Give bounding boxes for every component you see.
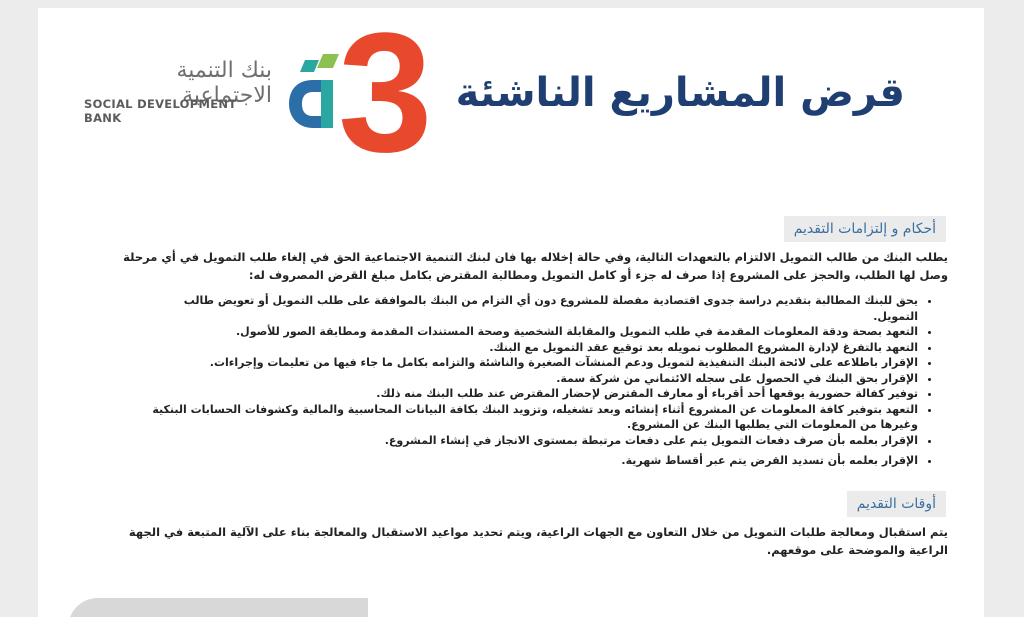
section-heading-terms: أحكام و إلتزامات التقديم [784,216,946,242]
list-item: • توفير كفالة حضورية يوقعها أحد أقرباء أو معارف المقترض لإحضار المقترض عند طلب البنك منه ذلك. [138,386,918,402]
list-item: • الإقرار باطلاعه على لائحة البنك التنفيذية لتمويل ودعم المنشآت الصغيرة والناشئة والتزامه بكامل ما جاء فيها من تعليمات وإجراءات. [138,355,918,371]
bank-emblem-icon [283,46,343,132]
section-heading-hours: أوقات التقديم [847,491,946,517]
loan-number: 3 [338,8,433,188]
list-item: • التعهد بتوفير كافة المعلومات عن المشروع أثناء إنشائه وبعد تشغيله، وتزويد البنك بكافة البيانات المحاسبية والمالية وكشوفات الحسابات البنكية وغيرها من المعلومات التي يطلبها البنك عن المشروع. [138,402,918,433]
terms-list [138,293,936,469]
list-item: • الإقرار بعلمه بأن صرف دفعات التمويل يتم على دفعات مرتبطة بمستوى الانجاز في إنشاء المشروع. [138,433,918,449]
bank-name-arabic: بنك التنمية الاجتماعية [176,58,272,108]
hours-text: يتم استقبال ومعالجة طلبات التمويل من خلال التعاون مع الجهات الراعية، ويتم تحديد مواعيد الاستقبال والمعالجة بناء على الآلية المتبعة في الجهة الراعية والموضحة على موقعهم. [128,525,948,557]
page-title: قرض المشاريع الناشئة [455,70,905,116]
list-item: • التعهد بالتفرغ لإدارة المشروع المطلوب تمويله بعد توقيع عقد التمويل مع البنك. [138,340,918,356]
list-item: • الإقرار بحق البنك في الحصول على سجله الائتماني من شركة سمة. [138,371,918,387]
bank-name-english: SOCIAL DEVELOPMENT BANK [84,97,237,125]
page-footer-shade [68,598,368,617]
list-item: • الإقرار بعلمه بأن تسديد القرض يتم عبر أقساط شهرية. [138,453,918,469]
document-page [38,8,984,617]
list-item: • يحق للبنك المطالبة بتقديم دراسة جدوى اقتصادية مفصلة للمشروع دون أي التزام من البنك بالموافقة على طلب التمويل أو تعويض طالب التمويل. [138,293,918,324]
list-item: • التعهد بصحة ودقة المعلومات المقدمة في طلب التمويل والمقابلة الشخصية وصحة المستندات المقدمة ومطابقة الصور للأصول. [138,324,918,340]
terms-intro: يطلب البنك من طالب التمويل الالتزام بالتعهدات التالية، وفي حالة إخلاله بها فان لبنك التنمية الاجتماعية الحق في إلغاء طلب التمويل في أي مرحلة وصل لها الطلب، والحجز على المشروع إذا صرف له جزء أو كامل التمويل ومطالبة المقترض بكامل مبلغ القرض المصروف له: [123,250,948,282]
